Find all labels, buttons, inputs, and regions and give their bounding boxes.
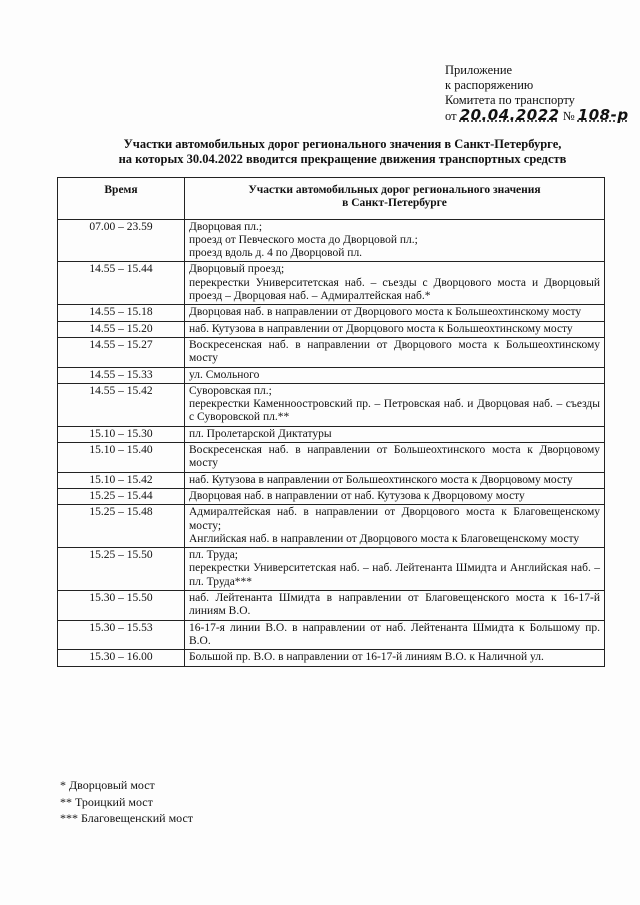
time-cell: 15.25 – 15.50	[58, 548, 185, 591]
appendix-line: к распоряжению	[445, 78, 534, 92]
time-cell: 15.30 – 16.00	[58, 650, 185, 666]
road-section-line: перекрестки Каменноостровский пр. – Петровская наб. и Дворцовая наб. – съезды с Суворовской пл.**	[189, 398, 600, 424]
road-section-line: Дворцовый проезд;	[189, 263, 285, 276]
handwritten-date: 20.04.2022	[459, 106, 560, 124]
title-line: Участки автомобильных дорог регионального значения в Санкт-Петербурге,	[123, 137, 562, 151]
time-cell: 14.55 – 15.42	[58, 383, 185, 426]
road-section-line: Воскресенская наб. в направлении от Большеохтинского моста к Дворцовому мосту	[189, 444, 600, 470]
appendix-date-line	[445, 108, 629, 124]
road-section-line: Английская наб. в направлении от Дворцового моста к Благовещенскому мосту	[189, 532, 580, 545]
handwritten-number: 108-р	[577, 106, 629, 124]
road-section-line: проезд от Певческого моста до Дворцовой пл.;	[189, 233, 418, 246]
road-section-cell	[185, 367, 605, 383]
table-row	[58, 321, 605, 337]
table-row	[58, 426, 605, 442]
footnote: * Дворцовый мост	[60, 778, 155, 792]
road-section-cell	[185, 262, 605, 305]
header-time: Время	[58, 178, 185, 220]
table-row	[58, 620, 605, 650]
road-section-cell	[185, 337, 605, 367]
road-section-cell	[185, 505, 605, 548]
number-prefix: №	[562, 109, 575, 123]
time-cell: 15.10 – 15.30	[58, 426, 185, 442]
table-row	[58, 591, 605, 621]
time-cell: 15.30 – 15.50	[58, 591, 185, 621]
road-section-line: Адмиралтейская наб. в направлении от Дворцового моста к Благовещенскому мосту;	[189, 506, 600, 532]
footnote: *** Благовещенский мост	[60, 811, 194, 825]
header-place-line: Участки автомобильных дорог регионального значения	[248, 184, 541, 196]
road-section-cell	[185, 443, 605, 473]
road-section-line: проезд вдоль д. 4 по Дворцовой пл.	[189, 247, 363, 260]
road-section-line: 16-17-я линии В.О. в направлении от наб. Лейтенанта Шмидта к Большому пр. В.О.	[189, 621, 600, 647]
time-cell: 15.25 – 15.44	[58, 488, 185, 504]
road-section-line: перекрестки Университетская наб. – наб. Лейтенанта Шмидта и Английская наб. – пл. Труда***	[189, 562, 600, 588]
table-row	[58, 219, 605, 262]
table-row	[58, 443, 605, 473]
time-cell: 15.10 – 15.42	[58, 472, 185, 488]
time-cell: 15.10 – 15.40	[58, 443, 185, 473]
title-line: на которых 30.04.2022 вводится прекращение движения транспортных средств	[118, 152, 567, 166]
appendix-block	[445, 63, 629, 124]
header-place	[185, 178, 605, 220]
road-section-line: Воскресенская наб. в направлении от Дворцового моста к Большеохтинскому мосту	[189, 338, 600, 365]
date-prefix: от	[445, 109, 457, 123]
table-row	[58, 488, 605, 504]
road-section-cell	[185, 650, 605, 666]
road-section-line: Дворцовая наб. в направлении от Дворцового моста к Большеохтинскому мосту	[189, 306, 582, 319]
road-section-line: перекрестки Университетская наб. – съезды с Дворцового моста и Дворцовый проезд – Дворцовая наб. – Адмиралтейская наб.*	[189, 276, 600, 303]
time-cell: 14.55 – 15.18	[58, 305, 185, 321]
road-closures-table	[57, 177, 605, 667]
time-cell: 14.55 – 15.44	[58, 262, 185, 305]
road-section-cell	[185, 548, 605, 591]
road-section-cell	[185, 591, 605, 621]
table-row	[58, 650, 605, 666]
time-cell: 15.25 – 15.48	[58, 505, 185, 548]
table-row	[58, 548, 605, 591]
table-row	[58, 383, 605, 426]
road-section-cell	[185, 620, 605, 650]
table-row	[58, 262, 605, 305]
table-row	[58, 337, 605, 367]
road-section-cell	[185, 426, 605, 442]
road-section-line: пл. Труда;	[189, 549, 239, 562]
table-header-row	[58, 178, 605, 220]
document-title	[60, 137, 625, 167]
table-row	[58, 472, 605, 488]
table-row	[58, 367, 605, 383]
road-section-line: Дворцовая пл.;	[189, 220, 263, 233]
road-section-line: ул. Смольного	[189, 368, 260, 381]
road-section-line: наб. Лейтенанта Шмидта в направлении от Благовещенского моста к 16-17-й линиям В.О.	[189, 592, 600, 618]
time-cell: 07.00 – 23.59	[58, 219, 185, 262]
road-section-line: наб. Кутузова в направлении от Дворцового моста к Большеохтинскому мосту	[189, 322, 573, 335]
footnotes	[60, 777, 193, 827]
time-cell: 15.30 – 15.53	[58, 620, 185, 650]
road-section-cell	[185, 383, 605, 426]
road-section-line: Большой пр. В.О. в направлении от 16-17-й линиям В.О. к Наличной ул.	[189, 651, 544, 664]
road-section-cell	[185, 305, 605, 321]
appendix-line: Приложение	[445, 63, 513, 77]
road-section-line: Суворовская пл.;	[189, 384, 272, 397]
footnote: ** Троицкий мост	[60, 794, 153, 809]
road-section-cell	[185, 321, 605, 337]
header-place-line: в Санкт-Петербурге	[342, 197, 447, 210]
time-cell: 14.55 – 15.27	[58, 337, 185, 367]
appendix-line: Комитета по транспорту	[445, 93, 575, 107]
road-section-cell	[185, 219, 605, 262]
time-cell: 14.55 – 15.33	[58, 367, 185, 383]
road-section-line: пл. Пролетарской Диктатуры	[189, 427, 332, 440]
road-section-cell	[185, 472, 605, 488]
road-section-line: Дворцовая наб. в направлении от наб. Кутузова к Дворцовому мосту	[189, 489, 525, 502]
time-cell: 14.55 – 15.20	[58, 321, 185, 337]
road-section-line: наб. Кутузова в направлении от Большеохтинского моста к Дворцовому мосту	[189, 473, 573, 486]
table-row	[58, 305, 605, 321]
road-section-cell	[185, 488, 605, 504]
table-row	[58, 505, 605, 548]
